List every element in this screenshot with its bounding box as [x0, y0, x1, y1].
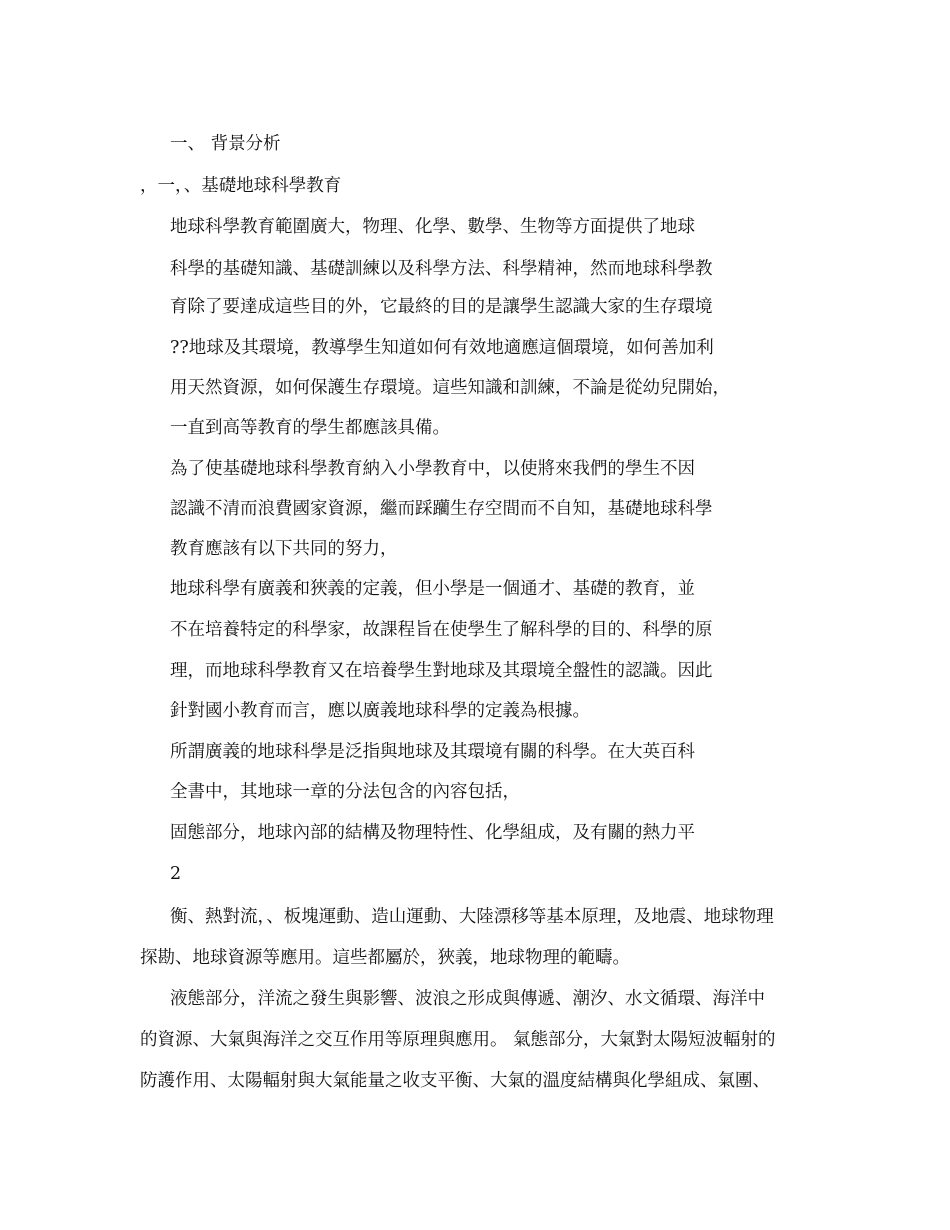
paragraph-line: 為了使基礎地球科學教育納入小學教育中，以使將來我們的學生不因: [170, 459, 695, 479]
paragraph-line: 防護作用、太陽輻射與大氣能量之收支平衡、大氣的溫度結構與化學組成、氣團、: [140, 1071, 770, 1091]
paragraph-line: 液態部分，洋流之發生與影響、波浪之形成與傳遞、潮汐、水文循環、海洋中: [170, 989, 765, 1009]
paragraph-line: 認識不清而浪費國家資源，繼而踩躪生存空間而不自知，基礎地球科學: [170, 499, 713, 519]
paragraph-line: 一直到高等教育的學生都應該具備。: [170, 418, 450, 438]
paragraph-line: 教育應該有以下共同的努力，: [170, 539, 398, 559]
paragraph-line: 科學的基礎知識、基礎訓練以及科學方法、科學精神，然而地球科學教: [170, 259, 713, 279]
paragraph-line: ??地球及其環境，教導學生知道如何有效地適應這個環境，如何善加利: [170, 338, 714, 358]
page-number: 2: [170, 864, 182, 884]
paragraph-line: 育除了要達成這些目的外，它最終的目的是讓學生認識大家的生存環境: [170, 297, 713, 317]
paragraph-line: 理，而地球科學教育又在培養學生對地球及其環境全盤性的認識。因此: [170, 661, 713, 681]
paragraph-line: 地球科學有廣義和狹義的定義，但小學是一個通才、基礎的教育，並: [170, 579, 695, 599]
paragraph-line: 衡、熱對流，、板塊運動、造山運動、大陸漂移等基本原理，及地震、地球物理: [170, 907, 774, 927]
subsection-heading: ，一，、基礎地球科學教育: [140, 176, 342, 196]
paragraph-line: 針對國小教育而言，應以廣義地球科學的定義為根據。: [170, 701, 590, 721]
paragraph-line: 用天然資源，如何保護生存環境。這些知識和訓練，不論是從幼兒開始，: [170, 378, 730, 398]
paragraph-line: 所謂廣義的地球科學是泛指與地球及其環境有關的科學。在大英百科: [170, 742, 695, 762]
paragraph-line: 不在培養特定的科學家，故課程旨在使學生了解科學的目的、科學的原: [170, 620, 713, 640]
paragraph-line: 全書中，其地球一章的分法包含的內容包括，: [170, 782, 520, 802]
paragraph-line: 探勘、地球資源等應用。這些都屬於，狹義，地球物理的範疇。: [140, 948, 630, 968]
paragraph-line: 地球科學教育範圍廣大，物理、化學、數學、生物等方面提供了地球: [170, 217, 695, 237]
paragraph-line: 的資源、大氣與海洋之交互作用等原理與應用。 氣態部分，大氣對太陽短波輻射的: [140, 1030, 776, 1050]
section-heading: 一、 背景分析: [170, 134, 281, 154]
paragraph-line: 固態部分，地球內部的結構及物理特性、化學組成，及有關的熱力平: [170, 823, 695, 843]
